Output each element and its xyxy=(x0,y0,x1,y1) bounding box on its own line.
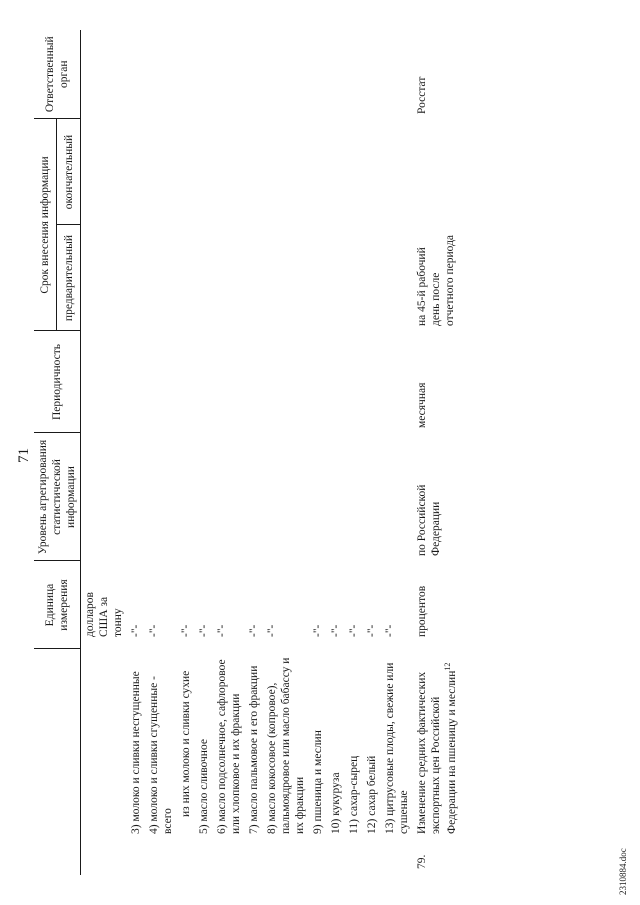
responsible-cell xyxy=(81,30,128,119)
aggregation-cell-text: по Российской Федерации xyxy=(416,484,443,556)
periodicity-cell xyxy=(213,331,245,433)
aggregation-cell xyxy=(381,433,413,561)
file-reference: 2310884.doc xyxy=(618,848,628,895)
aggregation-cell xyxy=(195,433,213,561)
final-cell xyxy=(345,119,363,225)
aggregation-cell xyxy=(213,433,245,561)
header-unit: Единица измерения xyxy=(34,561,81,649)
table-row xyxy=(127,30,145,875)
preliminary-cell xyxy=(413,225,473,331)
aggregation-cell xyxy=(127,433,145,561)
responsible-cell xyxy=(263,30,309,119)
table-row xyxy=(245,30,263,875)
table-row xyxy=(213,30,245,875)
final-cell xyxy=(263,119,309,225)
responsible-cell xyxy=(363,30,381,119)
periodicity-cell xyxy=(309,331,327,433)
table-row xyxy=(309,30,327,875)
unit-cell-text: -"- xyxy=(312,624,325,637)
row-number-cell xyxy=(309,839,327,875)
preliminary-cell xyxy=(213,225,245,331)
aggregation-cell xyxy=(345,433,363,561)
statistics-table xyxy=(34,30,473,875)
periodicity-cell xyxy=(327,331,345,433)
row-number-cell xyxy=(413,839,473,875)
preliminary-cell xyxy=(381,225,413,331)
final-cell xyxy=(245,119,263,225)
row-number-cell xyxy=(381,839,413,875)
indicator-name-cell xyxy=(413,649,473,839)
footnote-marker: 12 xyxy=(443,662,453,671)
periodicity-cell xyxy=(413,331,473,433)
indicator-name-cell xyxy=(145,649,177,839)
aggregation-cell xyxy=(363,433,381,561)
indicator-name-cell-text: 11) сахар-сырец xyxy=(348,755,361,834)
periodicity-cell xyxy=(381,331,413,433)
table-row xyxy=(177,30,195,875)
unit-cell-text: -"- xyxy=(348,624,361,637)
unit-cell-text: -"- xyxy=(148,624,161,637)
unit-cell-text: -"- xyxy=(366,624,379,637)
periodicity-cell xyxy=(127,331,145,433)
header-preliminary: предварительный xyxy=(57,225,81,331)
row-number-cell xyxy=(345,839,363,875)
row-number-cell xyxy=(363,839,381,875)
table-row xyxy=(413,30,473,875)
preliminary-cell xyxy=(195,225,213,331)
final-cell xyxy=(213,119,245,225)
row-number-cell xyxy=(195,839,213,875)
aggregation-cell xyxy=(245,433,263,561)
indicator-name-cell xyxy=(127,649,145,839)
table-row xyxy=(345,30,363,875)
unit-cell-text: -"- xyxy=(130,624,143,637)
final-cell xyxy=(309,119,327,225)
indicator-name-cell-text: 13) цитрусовые плоды, свежие или сушеные xyxy=(384,662,411,834)
row-number-cell xyxy=(327,839,345,875)
header-final: окончательный xyxy=(57,119,81,225)
row-number-cell xyxy=(145,839,177,875)
indicator-name-cell xyxy=(363,649,381,839)
responsible-cell xyxy=(177,30,195,119)
responsible-cell xyxy=(245,30,263,119)
indicator-name-cell-text: Изменение средних фактических экспортных цен Российской Федерации на пшеницу и меслин xyxy=(416,670,459,834)
final-cell xyxy=(127,119,145,225)
unit-cell xyxy=(363,561,381,649)
table-row xyxy=(327,30,345,875)
indicator-name-cell xyxy=(345,649,363,839)
row-number-cell-text: 79. xyxy=(416,854,429,869)
periodicity-cell xyxy=(345,331,363,433)
unit-cell-text: -"- xyxy=(330,624,343,637)
unit-cell xyxy=(245,561,263,649)
aggregation-cell xyxy=(327,433,345,561)
responsible-cell xyxy=(309,30,327,119)
unit-cell-text: -"- xyxy=(248,624,261,637)
final-cell xyxy=(381,119,413,225)
header-empty xyxy=(34,649,81,875)
responsible-cell xyxy=(127,30,145,119)
indicator-name-cell xyxy=(245,649,263,839)
table-row xyxy=(81,30,128,875)
unit-cell xyxy=(381,561,413,649)
final-cell xyxy=(195,119,213,225)
periodicity-cell xyxy=(195,331,213,433)
preliminary-cell xyxy=(177,225,195,331)
preliminary-cell xyxy=(245,225,263,331)
responsible-cell xyxy=(327,30,345,119)
responsible-cell xyxy=(195,30,213,119)
indicator-name-cell xyxy=(263,649,309,839)
periodicity-cell xyxy=(177,331,195,433)
final-cell xyxy=(413,119,473,225)
indicator-name-cell xyxy=(177,649,195,839)
row-number-cell xyxy=(263,839,309,875)
preliminary-cell xyxy=(127,225,145,331)
indicator-name-cell-text: 7) масло пальмовое и его фракции xyxy=(248,665,261,834)
unit-cell xyxy=(309,561,327,649)
periodicity-cell xyxy=(145,331,177,433)
unit-cell-text: -"- xyxy=(180,624,193,637)
preliminary-cell xyxy=(145,225,177,331)
indicator-name-cell-text: 3) молоко и сливки несгущенные xyxy=(130,671,143,834)
header-aggregation: Уровень агрегирования статистической информации xyxy=(34,433,81,561)
unit-cell-text: -"- xyxy=(198,624,211,637)
table-row xyxy=(381,30,413,875)
aggregation-cell xyxy=(413,433,473,561)
periodicity-cell-text: месячная xyxy=(416,382,429,428)
periodicity-cell xyxy=(263,331,309,433)
final-cell xyxy=(145,119,177,225)
responsible-cell xyxy=(413,30,473,119)
unit-cell xyxy=(145,561,177,649)
row-number-cell xyxy=(245,839,263,875)
unit-cell xyxy=(127,561,145,649)
indicator-name-cell-text: 12) сахар белый xyxy=(366,755,379,834)
unit-cell xyxy=(81,561,128,649)
aggregation-cell xyxy=(309,433,327,561)
table-body xyxy=(81,30,474,875)
indicator-name-cell-text: 5) масло сливочное xyxy=(198,739,211,834)
page-number: 71 xyxy=(16,448,32,463)
aggregation-cell xyxy=(177,433,195,561)
header-responsible: Ответственный орган xyxy=(34,30,81,119)
indicator-name-cell-text: 8) масло кокосовое (копровое), пальмоядровое или масло бабассу и их фракции xyxy=(266,657,307,834)
unit-cell-text: -"- xyxy=(384,624,397,637)
indicator-name-cell xyxy=(381,649,413,839)
indicator-name-cell-text: 9) пшеница и меслин xyxy=(312,730,325,834)
row-number-cell xyxy=(81,839,128,875)
preliminary-cell xyxy=(309,225,327,331)
unit-cell-text: процентов xyxy=(416,585,429,637)
header-row xyxy=(34,30,57,875)
preliminary-cell-text: на 45-й рабочий день после отчетного периода xyxy=(416,234,457,326)
indicator-name-cell-text: 4) молоко и сливки сгущенные - всего xyxy=(148,676,175,834)
unit-cell-text: -"- xyxy=(266,624,279,637)
preliminary-cell xyxy=(81,225,128,331)
unit-cell xyxy=(413,561,473,649)
final-cell xyxy=(177,119,195,225)
header-periodicity: Периодичность xyxy=(34,331,81,433)
unit-cell xyxy=(263,561,309,649)
table-row xyxy=(145,30,177,875)
periodicity-cell xyxy=(363,331,381,433)
preliminary-cell xyxy=(263,225,309,331)
periodicity-cell xyxy=(245,331,263,433)
unit-cell xyxy=(195,561,213,649)
indicator-name-cell-text: из них молоко и сливки сухие xyxy=(180,670,193,817)
unit-cell xyxy=(327,561,345,649)
final-cell xyxy=(327,119,345,225)
row-number-cell xyxy=(213,839,245,875)
periodicity-cell xyxy=(81,331,128,433)
unit-cell xyxy=(213,561,245,649)
preliminary-cell xyxy=(363,225,381,331)
unit-cell xyxy=(177,561,195,649)
table-row xyxy=(363,30,381,875)
unit-cell xyxy=(345,561,363,649)
unit-cell-text: долларов США за тонну xyxy=(84,592,125,637)
indicator-name-cell-text: 10) кукуруза xyxy=(330,772,343,834)
table-row xyxy=(263,30,309,875)
responsible-cell xyxy=(381,30,413,119)
responsible-cell xyxy=(213,30,245,119)
indicator-name-cell xyxy=(195,649,213,839)
row-number-cell xyxy=(177,839,195,875)
aggregation-cell xyxy=(81,433,128,561)
indicator-name-cell-text: 6) масло подсолнечное, сафлоровое или хлопковое и их фракции xyxy=(216,659,243,834)
aggregation-cell xyxy=(263,433,309,561)
indicator-name-cell xyxy=(327,649,345,839)
responsible-cell-text: Росстат xyxy=(416,76,429,114)
final-cell xyxy=(81,119,128,225)
row-number-cell xyxy=(127,839,145,875)
table-row xyxy=(195,30,213,875)
preliminary-cell xyxy=(345,225,363,331)
header-deadline: Срок внесения информации xyxy=(34,119,57,331)
preliminary-cell xyxy=(327,225,345,331)
indicator-name-cell xyxy=(213,649,245,839)
indicator-name-cell xyxy=(309,649,327,839)
aggregation-cell xyxy=(145,433,177,561)
responsible-cell xyxy=(345,30,363,119)
final-cell xyxy=(363,119,381,225)
indicator-name-cell xyxy=(81,649,128,839)
unit-cell-text: -"- xyxy=(216,624,229,637)
responsible-cell xyxy=(145,30,177,119)
